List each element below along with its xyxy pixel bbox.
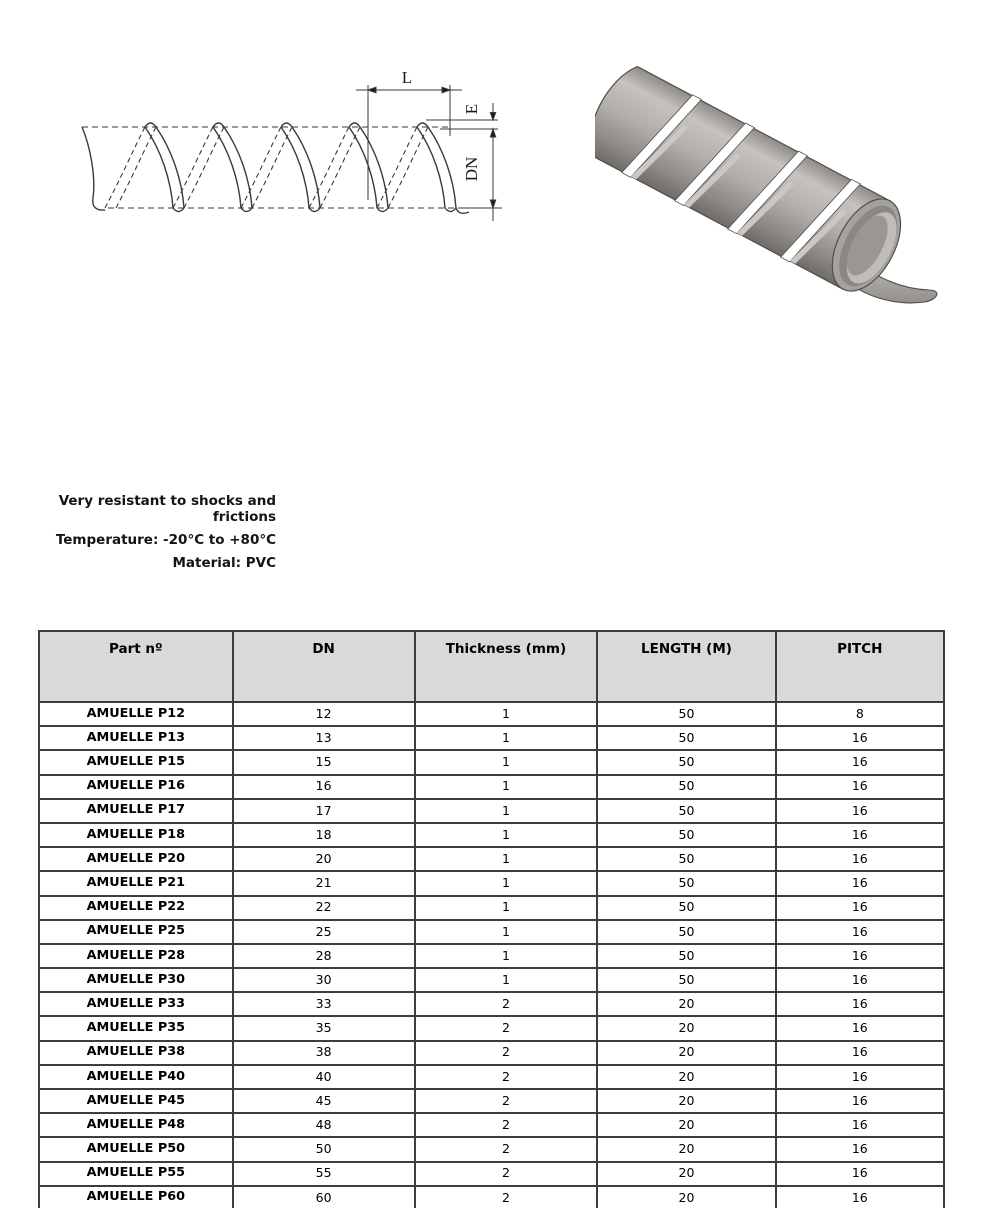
value-cell: 17 — [233, 799, 415, 823]
part-number-cell: AMUELLE P22 — [39, 896, 233, 920]
value-cell: 20 — [597, 1113, 775, 1137]
value-cell: 2 — [415, 1113, 598, 1137]
table-row — [39, 1041, 944, 1065]
dim-label-l: L — [401, 68, 413, 87]
part-number-cell: AMUELLE P12 — [39, 702, 233, 726]
value-cell: 50 — [597, 896, 775, 920]
value-cell: 20 — [597, 992, 775, 1016]
value-cell: 50 — [597, 823, 775, 847]
value-cell: 2 — [415, 1089, 598, 1113]
value-cell: 16 — [776, 775, 944, 799]
table-row — [39, 896, 944, 920]
part-number-cell: AMUELLE P20 — [39, 847, 233, 871]
part-number-cell: AMUELLE P15 — [39, 750, 233, 774]
value-cell: 50 — [597, 750, 775, 774]
value-cell: 50 — [597, 702, 775, 726]
value-cell: 1 — [415, 702, 598, 726]
value-cell: 60 — [233, 1186, 415, 1208]
value-cell: 20 — [597, 1065, 775, 1089]
parts-table-body — [39, 702, 944, 1208]
value-cell: 16 — [776, 799, 944, 823]
value-cell: 16 — [776, 896, 944, 920]
part-number-cell: AMUELLE P60 — [39, 1186, 233, 1208]
feature-temperature: Temperature: -20°C to +80°C — [55, 531, 276, 548]
part-number-cell: AMUELLE P40 — [39, 1065, 233, 1089]
value-cell: 16 — [776, 1016, 944, 1040]
part-number-cell: AMUELLE P18 — [39, 823, 233, 847]
value-cell: 2 — [415, 1065, 598, 1089]
value-cell: 1 — [415, 799, 598, 823]
value-cell: 13 — [233, 726, 415, 750]
table-row — [39, 1162, 944, 1186]
part-number-cell: AMUELLE P28 — [39, 944, 233, 968]
value-cell: 1 — [415, 920, 598, 944]
value-cell: 55 — [233, 1162, 415, 1186]
table-row — [39, 871, 944, 895]
coil-start-edge — [82, 127, 105, 210]
table-row — [39, 1089, 944, 1113]
value-cell: 8 — [776, 702, 944, 726]
part-number-cell: AMUELLE P25 — [39, 920, 233, 944]
value-cell: 15 — [233, 750, 415, 774]
value-cell: 50 — [597, 944, 775, 968]
table-row — [39, 847, 944, 871]
table-row — [39, 1137, 944, 1161]
value-cell: 50 — [597, 920, 775, 944]
value-cell: 16 — [233, 775, 415, 799]
value-cell: 16 — [776, 1162, 944, 1186]
value-cell: 20 — [233, 847, 415, 871]
value-cell: 22 — [233, 896, 415, 920]
value-cell: 20 — [597, 1137, 775, 1161]
feature-text-block — [40, 494, 276, 579]
header-dn: DN — [233, 631, 415, 702]
value-cell: 50 — [597, 799, 775, 823]
value-cell: 20 — [597, 1162, 775, 1186]
value-cell: 16 — [776, 847, 944, 871]
value-cell: 38 — [233, 1041, 415, 1065]
header-length: LENGTH (M) — [597, 631, 775, 702]
value-cell: 16 — [776, 968, 944, 992]
value-cell: 16 — [776, 1137, 944, 1161]
part-number-cell: AMUELLE P16 — [39, 775, 233, 799]
part-number-cell: AMUELLE P30 — [39, 968, 233, 992]
part-number-cell: AMUELLE P21 — [39, 871, 233, 895]
value-cell: 1 — [415, 968, 598, 992]
value-cell: 16 — [776, 920, 944, 944]
value-cell: 1 — [415, 726, 598, 750]
value-cell: 16 — [776, 726, 944, 750]
part-number-cell: AMUELLE P13 — [39, 726, 233, 750]
feature-material: Material: PVC — [172, 554, 276, 571]
value-cell: 16 — [776, 1065, 944, 1089]
value-cell: 16 — [776, 944, 944, 968]
value-cell: 25 — [233, 920, 415, 944]
spiral-technical-drawing — [60, 58, 510, 243]
value-cell: 2 — [415, 992, 598, 1016]
part-number-cell: AMUELLE P38 — [39, 1041, 233, 1065]
value-cell: 1 — [415, 750, 598, 774]
table-row — [39, 1016, 944, 1040]
spiral-3d-render — [595, 40, 990, 308]
part-number-cell: AMUELLE P17 — [39, 799, 233, 823]
header-part-no: Part nº — [39, 631, 233, 702]
value-cell: 12 — [233, 702, 415, 726]
value-cell: 45 — [233, 1089, 415, 1113]
feature-resistance: Very resistant to shocks and frictions — [58, 493, 276, 525]
value-cell: 16 — [776, 1186, 944, 1208]
value-cell: 2 — [415, 1016, 598, 1040]
value-cell: 1 — [415, 847, 598, 871]
part-number-cell: AMUELLE P50 — [39, 1137, 233, 1161]
value-cell: 1 — [415, 871, 598, 895]
value-cell: 50 — [597, 847, 775, 871]
value-cell: 48 — [233, 1113, 415, 1137]
value-cell: 28 — [233, 944, 415, 968]
value-cell: 1 — [415, 896, 598, 920]
value-cell: 18 — [233, 823, 415, 847]
value-cell: 1 — [415, 775, 598, 799]
value-cell: 50 — [597, 871, 775, 895]
table-row — [39, 823, 944, 847]
value-cell: 1 — [415, 944, 598, 968]
parts-table — [38, 630, 945, 1208]
table-row — [39, 920, 944, 944]
value-cell: 1 — [415, 823, 598, 847]
table-row — [39, 944, 944, 968]
value-cell: 50 — [233, 1137, 415, 1161]
value-cell: 16 — [776, 750, 944, 774]
value-cell: 16 — [776, 992, 944, 1016]
coil-front-bands — [145, 123, 469, 213]
value-cell: 2 — [415, 1186, 598, 1208]
value-cell: 16 — [776, 1089, 944, 1113]
value-cell: 20 — [597, 1186, 775, 1208]
value-cell: 16 — [776, 823, 944, 847]
table-row — [39, 1065, 944, 1089]
part-number-cell: AMUELLE P33 — [39, 992, 233, 1016]
value-cell: 2 — [415, 1041, 598, 1065]
value-cell: 16 — [776, 1113, 944, 1137]
header-thickness: Thickness (mm) — [415, 631, 598, 702]
value-cell: 33 — [233, 992, 415, 1016]
part-number-cell: AMUELLE P35 — [39, 1016, 233, 1040]
value-cell: 16 — [776, 1041, 944, 1065]
dim-label-dn: DN — [462, 156, 481, 182]
value-cell: 16 — [776, 871, 944, 895]
table-row — [39, 992, 944, 1016]
header-pitch: PITCH — [776, 631, 944, 702]
table-row — [39, 1186, 944, 1208]
value-cell: 50 — [597, 968, 775, 992]
part-number-cell: AMUELLE P55 — [39, 1162, 233, 1186]
table-header-row — [39, 631, 944, 702]
table-row — [39, 1113, 944, 1137]
table-row — [39, 799, 944, 823]
table-row — [39, 726, 944, 750]
value-cell: 50 — [597, 726, 775, 750]
value-cell: 2 — [415, 1162, 598, 1186]
value-cell: 50 — [597, 775, 775, 799]
table-row — [39, 968, 944, 992]
value-cell: 35 — [233, 1016, 415, 1040]
value-cell: 21 — [233, 871, 415, 895]
table-row — [39, 775, 944, 799]
dim-label-e: E — [462, 103, 481, 115]
table-row — [39, 702, 944, 726]
value-cell: 30 — [233, 968, 415, 992]
value-cell: 2 — [415, 1137, 598, 1161]
part-number-cell: AMUELLE P48 — [39, 1113, 233, 1137]
value-cell: 20 — [597, 1089, 775, 1113]
table-row — [39, 750, 944, 774]
value-cell: 40 — [233, 1065, 415, 1089]
part-number-cell: AMUELLE P45 — [39, 1089, 233, 1113]
value-cell: 20 — [597, 1016, 775, 1040]
value-cell: 20 — [597, 1041, 775, 1065]
